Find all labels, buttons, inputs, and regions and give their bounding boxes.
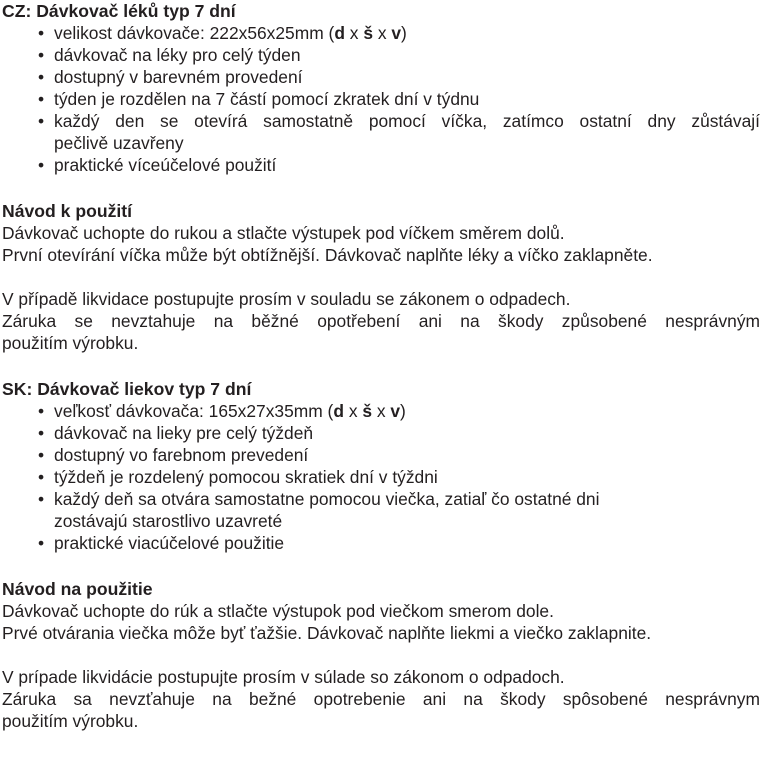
cz-instructions-line: První otevírání víčka může být obtížnější. Dávkovač naplňte léky a víčko zaklapněte.: [2, 245, 653, 265]
cz-warranty-line: použitím výrobku.: [2, 333, 139, 353]
cz-size-text: velikost dávkovače: 222x56x25mm (d x š x v): [54, 23, 407, 43]
cz-bullet-colors: • dostupný v barevném provedení: [37, 67, 303, 87]
cz-bullet-days: • týden je rozdělen na 7 částí pomocí zkratek dní v týdnu: [37, 89, 480, 109]
bullet-glyph: •: [37, 445, 45, 465]
sk-bullet-size: [2, 400, 760, 422]
cz-heading: CZ: Dávkovač léků typ 7 dní: [2, 1, 236, 21]
sk-bullet-use: • praktické viacúčelové použitie: [37, 533, 285, 553]
bullet-glyph: •: [37, 45, 45, 65]
sk-size-text: veľkosť dávkovača: 165x27x35mm (d x š x v): [54, 401, 406, 421]
bullet-glyph: •: [37, 89, 45, 109]
cz-bullet-size: [2, 22, 760, 44]
bullet-glyph: •: [37, 401, 45, 421]
bullet-glyph: •: [37, 111, 45, 131]
sk-bullet-lid-cont: zostávajú starostlivo uzavreté: [54, 511, 283, 531]
sk-bullet-days: • týždeň je rozdelený pomocou skratiek dní v týždni: [37, 467, 438, 487]
sk-instructions-heading: Návod na použitie: [2, 579, 153, 599]
sk-bullet-lid: • každý deň sa otvára samostatne pomocou viečka, zatiaľ čo ostatné dni: [37, 489, 600, 509]
sk-bullet-week: • dávkovač na lieky pre celý týždeň: [37, 423, 314, 443]
cz-bullet-week: • dávkovač na léky pro celý týden: [37, 45, 301, 65]
cz-bullet-use: • praktické víceúčelové použití: [37, 155, 277, 175]
sk-disposal-line: V prípade likvidácie postupujte prosím v súlade so zákonom o odpadoch.: [2, 667, 565, 687]
bullet-glyph: •: [37, 67, 45, 87]
bullet-glyph: •: [37, 423, 45, 443]
cz-instructions-line: Dávkovač uchopte do rukou a stlačte výstupek pod víčkem směrem dolů.: [2, 223, 565, 243]
bullet-glyph: •: [37, 23, 45, 43]
sk-warranty-line: použitím výrobku.: [2, 711, 139, 731]
cz-warranty-line: Záruka se nevztahuje na běžné opotřebení ani na škody způsobené nesprávným: [2, 311, 760, 331]
sk-warranty-line: Záruka sa nevzťahuje na bežné opotrebenie ani na škody spôsobené nesprávnym: [2, 689, 760, 709]
bullet-glyph: •: [37, 533, 45, 553]
sk-heading: SK: Dávkovač liekov typ 7 dní: [2, 379, 252, 399]
cz-instructions-heading: Návod k použití: [2, 201, 133, 221]
cz-bullet-lid-cont: pečlivě uzavřeny: [54, 133, 184, 153]
bullet-glyph: •: [37, 155, 45, 175]
sk-instructions-line: Dávkovač uchopte do rúk a stlačte výstupok pod viečkom smerom dole.: [2, 601, 554, 621]
cz-disposal-line: V případě likvidace postupujte prosím v souladu se zákonem o odpadech.: [2, 289, 571, 309]
sk-bullet-colors: • dostupný vo farebnom prevedení: [37, 445, 309, 465]
cz-bullet-lid: • každý den se otevírá samostatně pomocí víčka, zatímco ostatní dny zůstávají: [37, 111, 760, 131]
bullet-glyph: •: [37, 489, 45, 509]
bullet-glyph: •: [37, 467, 45, 487]
sk-instructions-line: Prvé otvárania viečka môže byť ťažšie. Dávkovač naplňte liekmi a viečko zaklapnite.: [2, 623, 652, 643]
